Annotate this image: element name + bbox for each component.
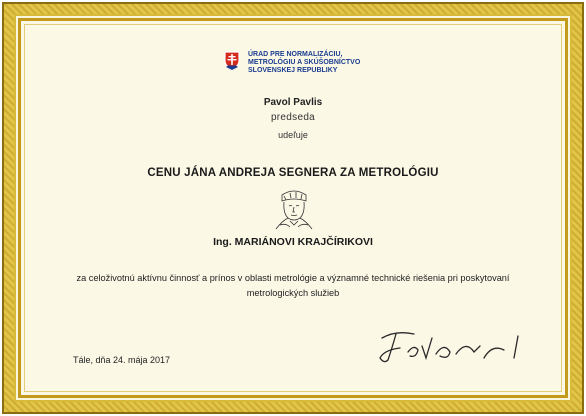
- issuer-logo: [224, 51, 240, 76]
- signatory-name: Pavol Pavlis: [263, 97, 323, 108]
- segner-portrait: [268, 187, 320, 236]
- reason-line-1: za celoživotnú aktívnu činnosť a prínos v oblasti metrológie a významné technické riešenia pri poskytovaní: [76, 273, 510, 283]
- recipient-name: Ing. MARIÁNOVI KRAJČÍRIKOVI: [213, 236, 373, 248]
- issuer-line-3: SLOVENSKEJ REPUBLIKY: [248, 67, 338, 74]
- certificate: [2, 2, 584, 414]
- reason-line-2: metrologických služieb: [246, 288, 340, 298]
- issuer-line-1: ÚRAD PRE NORMALIZÁCIU,: [248, 51, 343, 58]
- handwritten-signature: [374, 324, 524, 366]
- award-reason: [22, 271, 564, 301]
- signatory-role: predseda: [270, 112, 316, 123]
- place-and-date: Tále, dňa 24. mája 2017: [73, 355, 171, 365]
- grants-verb: udeľuje: [278, 130, 308, 140]
- issuer-line-2: METROLÓGIU A SKÚŠOBNÍCTVO: [248, 59, 361, 66]
- award-title: CENU JÁNA ANDREJA SEGNERA ZA METROLÓGIU: [147, 167, 439, 179]
- portrait-sketch-icon: [268, 187, 320, 231]
- signature: [374, 324, 524, 371]
- slovak-coat-of-arms-icon: [224, 51, 240, 71]
- issuer-name: [248, 51, 360, 75]
